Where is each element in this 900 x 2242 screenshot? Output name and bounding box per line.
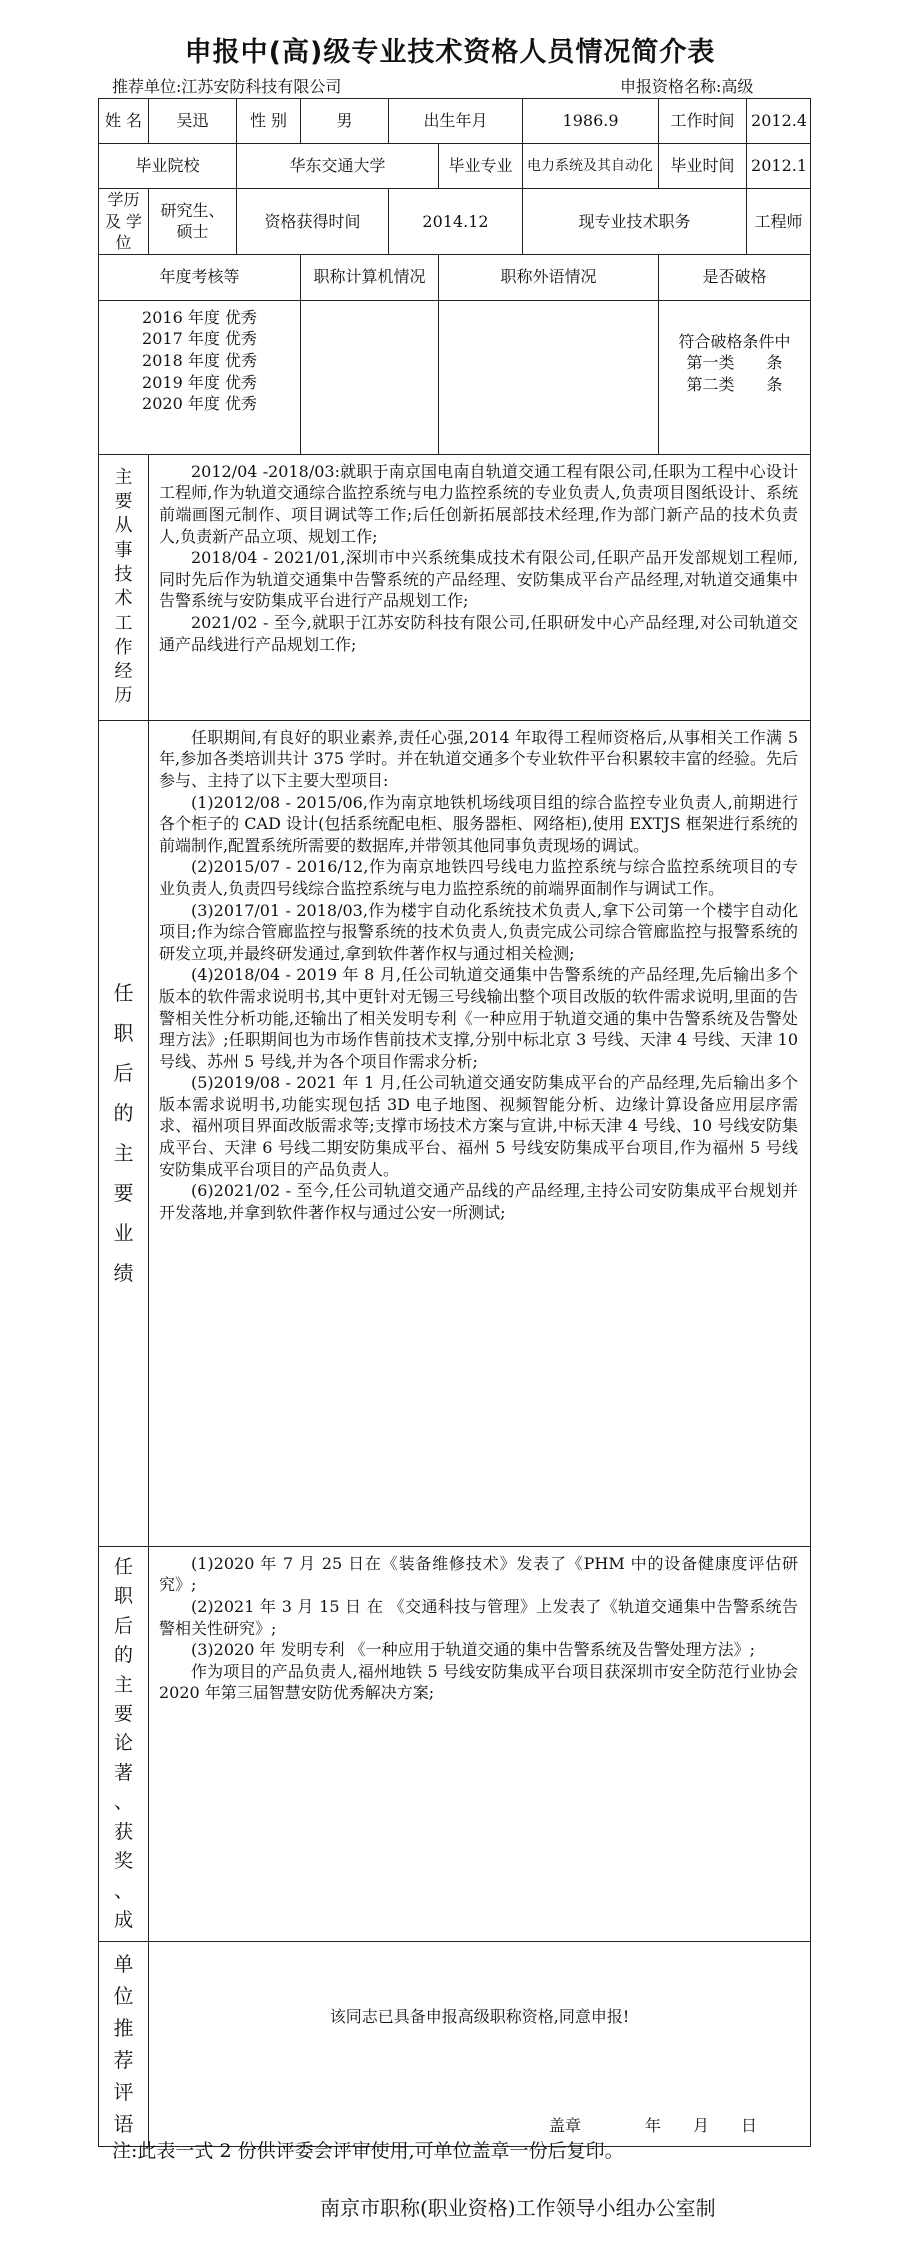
major-value: 电力系统及其自动化 — [523, 144, 659, 189]
annual-list — [99, 300, 301, 454]
recommendation-label: 单 位 推 荐 评 语 — [99, 1942, 149, 2147]
exception-line: 符合破格条件中 — [678, 331, 791, 351]
achievement-content — [149, 720, 811, 1546]
info-table — [98, 98, 811, 2147]
exception-label: 是否破格 — [659, 254, 811, 300]
experience-content — [149, 454, 811, 720]
exception-line: 第二类 条 — [686, 374, 783, 394]
birth-label: 出生年月 — [389, 99, 523, 144]
qual-time-label: 资格获得时间 — [237, 189, 389, 255]
achievement-paragraph: (6)2021/02 - 至今,任公司轨道交通产品线的产品经理,主持公司安防集成平台规划并开发落地,并拿到软件著作权与通过公安一所测试; — [159, 1181, 799, 1222]
school-value: 华东交通大学 — [237, 144, 439, 189]
annual-item: 2018 年度 优秀 — [142, 350, 257, 370]
papers-paragraph: (2)2021 年 3 月 15 日 在 《交通科技与管理》上发表了《轨道交通集中告警系统告警相关性研究》; — [159, 1596, 799, 1638]
achievement-paragraph: (1)2012/08 - 2015/06,作为南京地铁机场线项目组的综合监控专业负责人,前期进行各个柜子的 CAD 设计(包括系统配电柜、服务器柜、网络柜),使用 EXTJS 框架进行系统的前端制作,配置系统所需要的数据库,并带领其他同事负责现场的调试。 — [159, 792, 799, 855]
recommend-unit — [112, 74, 341, 97]
papers-paragraph: (3)2020 年 发明专利 《一种应用于轨道交通的集中告警系统及告警处理方法》; — [191, 1640, 756, 1660]
recommend-unit-label: 推荐单位: — [112, 77, 182, 96]
exception-line: 第一类 条 — [686, 353, 783, 373]
achievement-paragraph: (3)2017/01 - 2018/03,作为楼宇自动化系统技术负责人,拿下公司第一个楼宇自动化项目;作为综合管廊监控与报警系统的技术负责人,负责完成公司综合管廊监控与报警系统的研发立项,并最终研发通过,拿到软件著作权与通过相关检测; — [159, 900, 799, 963]
work-time-label: 工作时间 — [659, 99, 747, 144]
experience-paragraph: 2018/04 - 2021/01,深圳市中兴系统集成技术有限公司,任职产品开发部规划工程师,同时先后作为轨道交通集中告警系统的产品经理、安防集成平台产品经理,对轨道交通集中告警系统与安防集成平台进行产品规划工作; — [159, 548, 799, 611]
papers-paragraph: 作为项目的产品负责人,福州地铁 5 号线安防集成平台项目获深圳市安全防范行业协会 2020 年第三届智慧安防优秀解决方案; — [159, 1661, 799, 1703]
form-title: 申报中(高)级专业技术资格人员情况简介表 — [184, 37, 716, 68]
experience-label: 主 要 从 事 技 术 工 作 经 历 — [99, 454, 149, 720]
recommend-unit-value: 江苏安防科技有限公司 — [181, 77, 342, 96]
achievement-label: 任 职 后 的 主 要 业 绩 — [99, 720, 149, 1546]
degree-value: 研究生、硕士 — [149, 189, 237, 255]
current-post-label: 现专业技术职务 — [523, 189, 747, 255]
achievement-paragraph: (2)2015/07 - 2016/12,作为南京地铁四号线电力监控系统与综合监控系统项目的专业负责人,负责四号线综合监控系统与电力监控系统的前端界面制作与调试工作。 — [159, 857, 799, 898]
achievement-paragraph: (5)2019/08 - 2021 年 1 月,任公司轨道交通安防集成平台的产品经理,先后输出多个版本需求说明书,功能实现包括 3D 电子地图、视频智能分析、边缘计算设备应用层序需求、福州项目界面改版需求等;支撑市场技术方案与宣讲,中标天津 4 号线、10 号线安防集成平台、天津 6 号线二期安防集成平台、福州 5 号线安防集成平台项目,作为福州 5 号线安防集成平台项目的产品负责人。 — [159, 1073, 799, 1179]
gender-value: 男 — [301, 99, 389, 144]
row-school — [99, 144, 811, 189]
name-value: 吴迅 — [149, 99, 237, 144]
row-experience — [99, 454, 811, 720]
annual-item: 2020 年度 优秀 — [142, 394, 257, 414]
row-papers — [99, 1546, 811, 1942]
experience-paragraph: 2012/04 -2018/03:就职于南京国电南自轨道交通工程有限公司,任职为工程中心设计工程师,作为轨道交通综合监控系统与电力监控系统的专业负责人,负责项目图纸设计、系统前端画图元制作、项目调试等工作;后任创新拓展部技术经理,作为部门新产品的技术负责人,负责新产品立项、规划工作; — [159, 461, 799, 546]
row-degree — [99, 189, 811, 255]
grad-time-value: 2012.1 — [747, 144, 811, 189]
current-post-value: 工程师 — [747, 189, 811, 255]
annual-item: 2019 年度 优秀 — [142, 372, 257, 392]
papers-label: 任 职 后 的 主 要 论 著 、 获 奖 、 成 — [99, 1546, 149, 1942]
row-basic — [99, 99, 811, 144]
recommendation-content — [149, 1942, 811, 2147]
annual-item: 2017 年度 优秀 — [142, 329, 257, 349]
recommendation-sign: 盖章 年 月 日 — [549, 2115, 758, 2135]
papers-content — [149, 1546, 811, 1942]
issuing-office: 南京市职称(职业资格)工作领导小组办公室制 — [320, 2196, 716, 2220]
computer-value — [301, 300, 439, 454]
row-achievement — [99, 720, 811, 1546]
gender-label: 性 别 — [237, 99, 301, 144]
work-time-value: 2012.4 — [747, 99, 811, 144]
birth-value: 1986.9 — [523, 99, 659, 144]
achievement-paragraph: 任职期间,有良好的职业素养,责任心强,2014 年取得工程师资格后,从事相关工作满 5 年,参加各类培训共计 375 学时。并在轨道交通多个专业软件平台积累较丰富的经验。先后参与、主持了以下主要大型项目: — [159, 727, 799, 790]
exception-value — [659, 300, 811, 454]
language-value — [439, 300, 659, 454]
computer-label: 职称计算机情况 — [301, 254, 439, 300]
row-headers — [99, 254, 811, 300]
language-label: 职称外语情况 — [439, 254, 659, 300]
school-label: 毕业院校 — [99, 144, 237, 189]
name-label: 姓 名 — [99, 99, 149, 144]
row-recommendation — [99, 1942, 811, 2147]
experience-paragraph: 2021/02 - 至今,就职于江苏安防科技有限公司,任职研发中心产品经理,对公司轨道交通产品线进行产品规划工作; — [159, 612, 799, 654]
major-label: 毕业专业 — [439, 144, 523, 189]
apply-title — [620, 74, 753, 97]
apply-title-value: 高级 — [721, 77, 754, 96]
annual-item: 2016 年度 优秀 — [142, 307, 257, 327]
achievement-paragraph: (4)2018/04 - 2019 年 8 月,任公司轨道交通集中告警系统的产品经理,先后输出多个版本的软件需求说明书,其中更针对无锡三号线输出整个项目改版的软件需求说明,里面的告警相关性分析功能,还输出了相关发明专利《一种应用于轨道交通的集中告警系统及告警处理方法》;任职期间也为市场作售前技术支撑,分别中标北京 3 号线、天津 4 号线、天津 10 号线、苏州 5 号线,并为各个项目作需求分析; — [159, 965, 799, 1071]
grad-time-label: 毕业时间 — [659, 144, 747, 189]
annual-label: 年度考核等 — [99, 254, 301, 300]
apply-title-label: 申报资格名称: — [620, 77, 722, 96]
qual-time-value: 2014.12 — [389, 189, 523, 255]
degree-label: 学历及 学位 — [99, 189, 149, 255]
recommendation-text: 该同志已具备申报高级职称资格,同意申报! — [329, 2007, 630, 2027]
papers-paragraph: (1)2020 年 7 月 25 日在《装备维修技术》发表了《PHM 中的设备健康度评估研究》; — [159, 1553, 799, 1595]
row-assessment — [99, 300, 811, 454]
footnote: 注:此表一式 2 份供评委会评审使用,可单位盖章一份后复印。 — [112, 2140, 624, 2162]
